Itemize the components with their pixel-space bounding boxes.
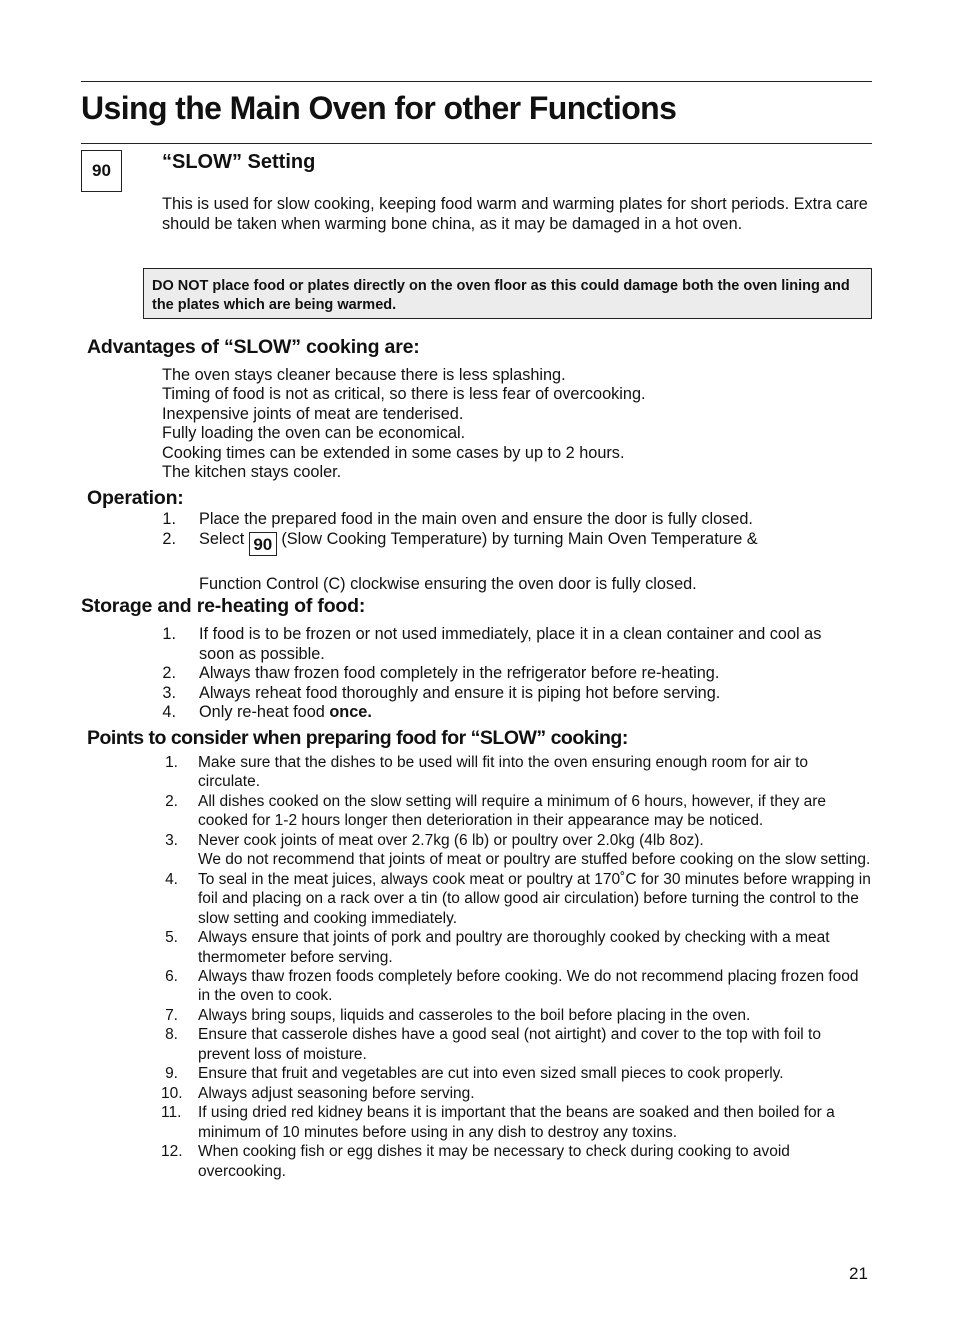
item-number: 1. (165, 754, 178, 771)
list-item (161, 664, 861, 684)
list-item (161, 684, 861, 704)
list-item (161, 1142, 871, 1181)
item-text: Always ensure that joints of pork and poultry are thoroughly cooked by checking with a meat thermometer before serving. (198, 929, 830, 966)
list-item: Fully loading the oven can be economical. (162, 424, 466, 443)
title-rule (81, 143, 872, 144)
item-text: Always adjust seasoning before serving. (198, 1084, 475, 1102)
list-item (161, 510, 861, 530)
blank-line (199, 556, 861, 576)
item-text: Always thaw frozen food completely in the refrigerator before re-heating. (199, 664, 720, 682)
item-text: Never cook joints of meat over 2.7kg (6 lb) or poultry over 2.0kg (4lb 8oz). (198, 831, 704, 849)
list-item (161, 967, 871, 1006)
item-text: Ensure that casserole dishes have a good seal (not airtight) and cover to the top with foil to prevent loss of moisture. (198, 1026, 821, 1063)
list-item (161, 530, 861, 595)
step-text-continued: Function Control (C) clockwise ensuring the oven door is fully closed. (199, 575, 697, 593)
slow-setting-heading: “SLOW” Setting (162, 151, 316, 173)
step-number: 1. (162, 510, 176, 528)
item-text: Always bring soups, liquids and casseroles to the boil before placing in the oven. (198, 1006, 751, 1024)
storage-heading: Storage and re-heating of food: (81, 595, 366, 617)
item-text: If food is to be frozen or not used immediately, place it in a clean container and cool as soon as possible. (199, 625, 822, 663)
item-number: 8. (165, 1026, 178, 1044)
step-text: Place the prepared food in the main oven and ensure the door is fully closed. (199, 510, 753, 528)
item-number: 7. (165, 1006, 178, 1024)
list-item (161, 1084, 871, 1103)
slow-setting-symbol-inline: 90 (249, 532, 277, 556)
list-item (161, 928, 871, 967)
item-text: Always thaw frozen foods completely before cooking. We do not recommend placing frozen food in the oven to cook. (198, 967, 859, 1005)
operation-heading: Operation: (87, 487, 184, 509)
slow-setting-intro: This is used for slow cooking, keeping food warm and warming plates for short periods. Extra care should be taken when warming bone china, as it may be damaged in a hot oven. (162, 195, 868, 233)
list-item (161, 1064, 871, 1083)
list-item: Cooking times can be extended in some cases by up to 2 hours. (162, 443, 625, 462)
list-item (161, 1025, 871, 1064)
page-number: 21 (849, 1264, 868, 1283)
list-item (161, 1006, 871, 1025)
item-number: 4. (165, 870, 178, 888)
storage-list (161, 625, 861, 723)
advantages-heading: Advantages of “SLOW” cooking are: (87, 336, 420, 358)
points-list (161, 753, 871, 1181)
item-text: To seal in the meat juices, always cook meat or poultry at 170˚C for 30 minutes before wrapping in foil and placing on a rack over a tin (to allow good air circulation) before turning the control to the slow setting and cooking immediately. (198, 870, 871, 927)
item-number: 12. (161, 1143, 183, 1161)
item-number: 10. (161, 1084, 183, 1102)
points-heading: Points to consider when preparing food for “SLOW” cooking: (87, 727, 628, 749)
item-number: 3. (165, 831, 178, 849)
item-number: 5. (165, 929, 178, 947)
step-text-select: Select (199, 529, 245, 548)
item-text: Ensure that fruit and vegetables are cut into even sized small pieces to cook properly. (198, 1065, 784, 1083)
item-number: 6. (165, 967, 178, 985)
item-text: If using dried red kidney beans it is important that the beans are soaked and then boiled for a minimum of 10 minutes before using in any dish to destroy any toxins. (198, 1104, 835, 1141)
list-item (161, 1103, 871, 1142)
item-number: 4. (162, 703, 176, 721)
slow-setting-symbol: 90 (81, 150, 122, 192)
item-number: 1. (162, 625, 176, 643)
item-text: Always reheat food thoroughly and ensure it is piping hot before serving. (199, 683, 721, 702)
item-text: Only re-heat food (199, 703, 325, 721)
list-item (161, 625, 861, 664)
list-item (161, 831, 871, 870)
item-text: Make sure that the dishes to be used will fit into the oven ensuring enough room for air to circulate. (198, 754, 809, 791)
operation-steps (161, 510, 861, 595)
item-text-continued: We do not recommend that joints of meat or poultry are stuffed before cooking on the slow setting. (198, 851, 871, 869)
list-item: Inexpensive joints of meat are tenderised. (162, 404, 464, 423)
top-rule (81, 81, 872, 82)
item-text: All dishes cooked on the slow setting will require a minimum of 6 hours, however, if they are cooked for 1-2 hours longer then deterioration in their appearance may be noticed. (198, 792, 827, 830)
item-number: 2. (165, 792, 178, 810)
item-text-emphasis: once. (329, 703, 372, 721)
list-item: Timing of food is not as critical, so there is less fear of overcooking. (162, 385, 646, 404)
item-number: 11. (161, 1104, 182, 1122)
item-number: 9. (165, 1065, 178, 1083)
item-text: When cooking fish or egg dishes it may be necessary to check during cooking to avoid overcooking. (198, 1143, 790, 1180)
warning-box: DO NOT place food or plates directly on the oven floor as this could damage both the oven lining and the plates which are being warmed. (143, 268, 872, 319)
step-text-after-symbol: (Slow Cooking Temperature) by turning Main Oven Temperature & (281, 529, 758, 548)
item-number: 2. (162, 664, 176, 682)
page-title: Using the Main Oven for other Functions (81, 90, 677, 126)
item-number: 3. (162, 683, 176, 702)
list-item (161, 870, 871, 928)
step-number: 2. (162, 529, 176, 548)
advantages-list (162, 366, 646, 482)
list-item (161, 703, 861, 723)
list-item: The oven stays cleaner because there is less splashing. (162, 366, 566, 384)
list-item (161, 753, 871, 792)
list-item: The kitchen stays cooler. (162, 463, 342, 482)
list-item (161, 792, 871, 831)
